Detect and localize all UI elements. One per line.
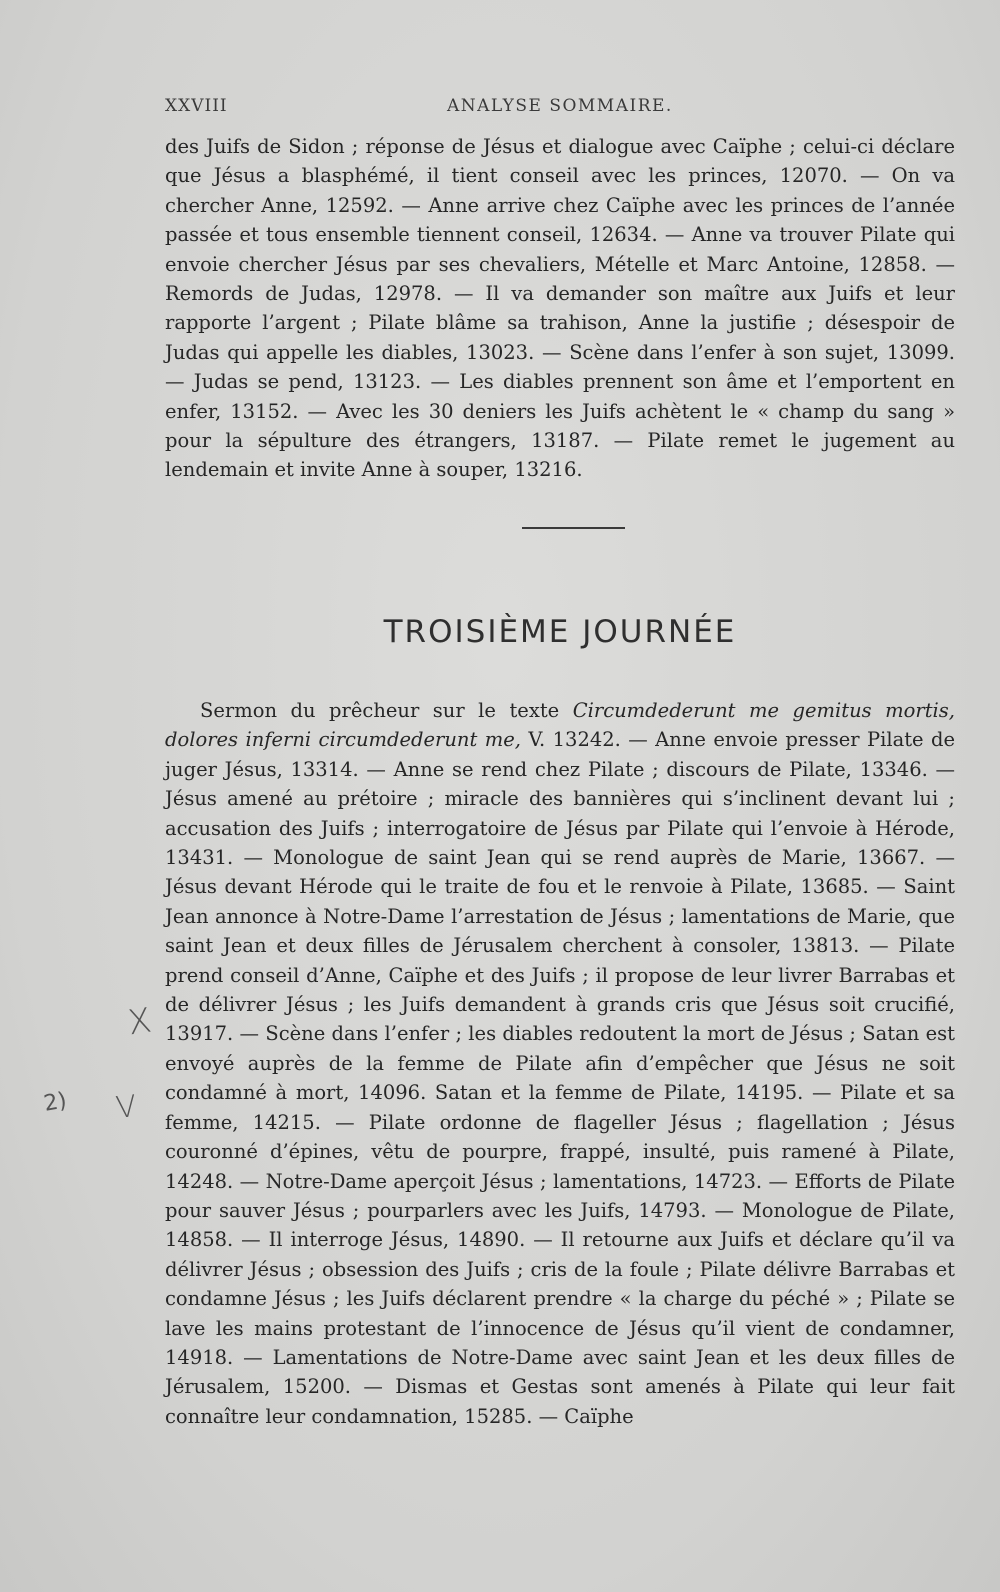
paragraph-lead: Sermon du prêcheur sur le texte [200, 699, 560, 722]
section-title: TROISIÈME JOURNÉE [383, 614, 737, 650]
running-title: ANALYSE SOMMAIRE. [447, 96, 673, 116]
section-divider-rule [522, 527, 625, 529]
margin-mark-check: V [114, 1089, 139, 1126]
margin-mark-number: 2) [42, 1088, 69, 1117]
page-folio: XXVIII [165, 96, 228, 116]
paragraph-summary-continued: des Juifs de Sidon ; réponse de Jésus et dialogue avec Caïphe ; celui-ci déclare que Jésus a blasphémé, il tient conseil avec les princes, 12070. — On va chercher Anne, 12592. — Anne arrive chez Caïphe avec les princes de l’année passée et tous ensemble tiennent conseil, 12634. — Anne va trouver Pilate qui envoie chercher Jésus par ses chevaliers, Mételle et Marc Antoine, 12858. — Remords de Judas, 12978. — Il va demander son maître aux Juifs et leur rapporte l’argent ; Pilate blâme sa trahison, Anne la justifie ; désespoir de Judas qui appelle les diables, 13023. — Scène dans l’enfer à son sujet, 13099. — Judas se pend, 13123. — Les diables prennent son âme et l’emportent en enfer, 13152. — Avec les 30 deniers les Juifs achètent le « champ du sang » pour la sépulture des étrangers, 13187. — Pilate remet le jugement au lendemain et invite Anne à souper, 13216. [165, 135, 955, 482]
paragraph-body: V. 13242. — Anne envoie presser Pilate de juger Jésus, 13314. — Anne se rend chez Pilate ; discours de Pilate, 13346. — Jésus amené au prétoire ; miracle des bannières qui s’inclinent devant lui ; accusation des Juifs ; interrogatoire de Jésus par Pilate qui l’envoie à Hérode, 13431. — Monologue de saint Jean qui se rend auprès de Marie, 13667. — Jésus devant Hérode qui le traite de fou et le renvoie à Pilate, 13685. — Saint Jean annonce à Notre-Dame l’arrestation de Jésus ; lamentations de Marie, que saint Jean et deux filles de Jérusalem cherchent à consoler, 13813. — Pilate prend conseil d’Anne, Caïphe et des Juifs ; il propose de leur livrer Barrabas et de délivrer Jésus ; les Juifs demandent à grands cris que Jésus soit crucifié, 13917. — Scène dans l’enfer ; les diables redoutent la mort de Jésus ; Satan est envoyé auprès de la femme de Pilate afin d’empêcher que Jésus ne soit condamné à mort, 14096. Satan et la femme de Pilate, 14195. — Pilate et sa femme, 14215. — Pilate ordonne de flageller Jésus ; flagellation ; Jésus couronné d’épines, vêtu de pourpre, frappé, insulté, puis ramené à Pilate, 14248. — Notre-Dame aperçoit Jésus ; lamentations, 14723. — Efforts de Pilate pour sauver Jésus ; pourparlers avec les Juifs, 14793. — Monologue de Pilate, 14858. — Il interroge Jésus, 14890. — Il retourne aux Juifs et déclare qu’il va délivrer Jésus ; obsession des Juifs ; cris de la foule ; Pilate délivre Barrabas et condamne Jésus ; les Juifs déclarent prendre « la charge du péché » ; Pilate se lave les mains protestant de l’innocence de Jésus qu’il vient de condamner, 14918. — Lamentations de Notre-Dame avec saint Jean et les deux filles de Jérusalem, 15200. — Dismas et Gestas sont amenés à Pilate qui leur fait connaître leur condamnation, 15285. — Caïphe [165, 728, 955, 1428]
margin-mark-x: X [125, 1000, 154, 1044]
paragraph-troisieme-journee [165, 696, 955, 1431]
latin-quote: Circumdederunt me gemitus mortis, dolores inferni circumdederunt me, [165, 699, 955, 752]
